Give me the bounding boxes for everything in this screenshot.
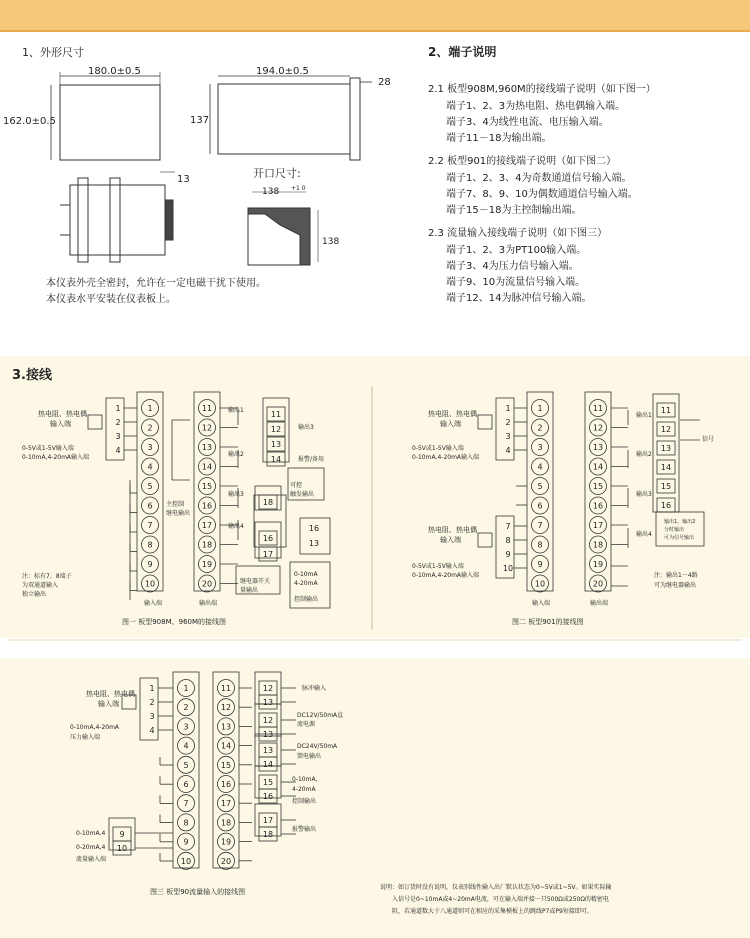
s23-line: 端子1、2、3为PT100输入端。 xyxy=(446,245,587,256)
terminal-number: 16 xyxy=(262,792,274,801)
fig3-note-line: 阻，若通道数大于八通道则可在相应的采集模板上的跳线P7或P9短接即可。 xyxy=(392,908,593,915)
terminal-number: 3 xyxy=(149,712,155,721)
header-bar xyxy=(0,0,750,32)
s23-line: 端子3、4为压力信号输入端。 xyxy=(446,261,579,272)
terminal-number: 17 xyxy=(262,816,274,825)
terminal-number: 10 xyxy=(502,564,514,573)
fig1-note: 独立输出 xyxy=(22,591,47,598)
terminal-number: 18 xyxy=(201,540,213,550)
fig2-input-label: 热电阻、热电偶 xyxy=(428,410,477,418)
terminal-number: 7 xyxy=(147,521,153,530)
terminal-number: 16 xyxy=(592,501,604,511)
fig1-caption: 图一 板型908M、960M的接线图 xyxy=(122,618,227,626)
fig3-out-label: 0-10mA, xyxy=(292,776,318,783)
fig3-pulse-label: 脉冲输入 xyxy=(302,685,327,692)
terminal-number: 7 xyxy=(183,799,189,809)
terminal-number: 12 xyxy=(262,684,274,693)
s21-line: 端子3、4为线性电流、电压输入端。 xyxy=(446,117,609,128)
terminal-number: 5 xyxy=(147,482,153,491)
terminal-number: 13 xyxy=(262,730,274,739)
fig1-input-label: 输入端 xyxy=(50,420,71,428)
fig1-box-label: 控制输出 xyxy=(294,596,319,603)
terminal-number: 16 xyxy=(660,501,672,510)
terminal-number: 15 xyxy=(262,778,274,787)
fig1-out-label: 输出4 xyxy=(228,523,244,530)
terminal-number: 18 xyxy=(262,830,274,839)
terminal-number: 6 xyxy=(147,501,153,511)
terminal-number: 13 xyxy=(262,698,274,707)
dim-side-flange: 28 xyxy=(378,77,391,88)
terminal-number: 13 xyxy=(220,722,232,732)
terminal-number: 4 xyxy=(147,462,153,472)
terminal-number: 11 xyxy=(220,684,232,693)
fig3-flow-label: 0-10mA,4 xyxy=(76,830,106,837)
fig3-out-label: 控制输出 xyxy=(292,798,317,805)
terminal-number: 2 xyxy=(537,423,543,433)
fig3-out-label: 4-20mA xyxy=(292,786,316,793)
dim-clamp: 13 xyxy=(177,174,190,185)
terminal-number: 3 xyxy=(115,432,121,441)
section1-title: 1、外形尺寸 xyxy=(22,46,84,59)
terminal-number: 13 xyxy=(308,539,320,548)
fig3-input-label: 输入端 xyxy=(98,700,119,708)
fig3-note-line: 说明：如订货时没有说明，仪表别线性输入出厂默认状态为0~5V或1~5V。如果实际输 xyxy=(380,884,612,891)
terminal-number: 3 xyxy=(505,432,511,441)
fig2-col-out: 输出端 xyxy=(590,600,609,607)
dim-side-height: 137 xyxy=(190,115,210,126)
fig1-main-label: 继电输出 xyxy=(166,510,191,517)
fig2-linear-label: 0-10mA,4-20mA输入端 xyxy=(412,572,480,579)
terminal-number: 9 xyxy=(147,560,153,569)
terminal-number: 12 xyxy=(270,425,282,434)
terminal-number: 7 xyxy=(505,522,511,531)
terminal-number: 10 xyxy=(116,844,128,853)
terminal-number: 17 xyxy=(262,550,274,559)
terminal-number: 4 xyxy=(183,741,189,751)
fig2-box-label: 可为信号输出 xyxy=(664,535,695,541)
terminal-number: 20 xyxy=(220,856,232,866)
terminal-number: 11 xyxy=(592,404,604,413)
fig2-box-label: 分时输出 xyxy=(664,527,685,533)
fig2-input-label: 输入端 xyxy=(440,420,461,428)
fig1-out-label: 输出1 xyxy=(228,407,244,414)
fig1-linear-label: 0-5V或1-5V输入端 xyxy=(22,445,74,452)
s21-heading: 2.1 板型908M,960M的接线端子说明（如下图一） xyxy=(428,84,656,95)
terminal-number: 17 xyxy=(201,521,213,530)
terminal-number: 19 xyxy=(201,560,213,569)
cutout-width: 138 xyxy=(262,187,280,197)
fig2-box-label: 输出1、输出2 xyxy=(664,519,696,525)
terminal-number: 13 xyxy=(660,444,672,453)
terminal-number: 16 xyxy=(308,524,320,533)
fig1-col-out: 输出端 xyxy=(199,600,218,607)
note-mount: 本仪表水平安装在仪表板上。 xyxy=(46,294,176,305)
terminal-number: 4 xyxy=(537,462,543,472)
fig1-col-in: 输入端 xyxy=(144,600,163,607)
terminal-number: 2 xyxy=(149,698,155,707)
fig1-note: 注：标有7、8端子 xyxy=(22,573,72,580)
fig1-box-label: 可控 xyxy=(290,482,303,489)
terminal-number: 10 xyxy=(180,856,192,866)
terminal-number: 18 xyxy=(220,818,232,828)
terminal-number: 15 xyxy=(201,482,213,491)
terminal-number: 4 xyxy=(115,446,121,455)
terminal-number: 2 xyxy=(183,703,189,713)
fig2-out-label: 输出3 xyxy=(636,491,652,498)
terminal-number: 8 xyxy=(183,818,189,828)
fig1-linear-label: 0-10mA,4-20mA输入端 xyxy=(22,454,90,461)
s21-line: 端子1、2、3为热电阻、热电偶输入端。 xyxy=(446,101,626,112)
terminal-number: 16 xyxy=(262,534,274,543)
fig1-alarm-label: 输出3 xyxy=(298,424,314,431)
section3-title: 3.接线 xyxy=(12,368,52,383)
terminal-number: 15 xyxy=(660,482,672,491)
terminal-number: 8 xyxy=(147,540,153,550)
terminal-number: 5 xyxy=(537,482,543,491)
fig3-press-label: 压力输入端 xyxy=(70,734,101,741)
terminal-number: 2 xyxy=(505,418,511,427)
terminal-number: 13 xyxy=(262,746,274,755)
terminal-number: 18 xyxy=(592,540,604,550)
terminal-number: 3 xyxy=(537,443,543,452)
terminal-number: 12 xyxy=(201,423,213,433)
terminal-number: 8 xyxy=(537,540,543,550)
terminal-number: 15 xyxy=(220,760,232,770)
fig1-box-label: 4-20mA xyxy=(294,580,318,587)
fig3-dc-label: 流电源 xyxy=(297,721,316,728)
dim-front-height: 162.0±0.5 xyxy=(3,116,56,127)
fig2-linear-label: 0-5V或1-5V输入端 xyxy=(412,563,464,570)
section2-title: 2、端子说明 xyxy=(428,45,497,59)
terminal-number: 19 xyxy=(592,560,604,569)
terminal-number: 12 xyxy=(220,703,232,713)
terminal-number: 14 xyxy=(220,741,232,751)
fig1-box-label: 量输出 xyxy=(240,587,259,594)
fig2-out-label: 输出4 xyxy=(636,531,652,538)
cutout-height: 138 xyxy=(322,237,340,247)
terminal-number: 3 xyxy=(183,722,189,732)
terminal-number: 1 xyxy=(115,404,121,413)
s23-line: 端子9、10为流量信号输入端。 xyxy=(446,277,586,288)
s23-line: 端子12、14为脉冲信号输入端。 xyxy=(446,293,592,304)
fig3-press-label: 0-10mA,4-20mA xyxy=(70,724,120,731)
fig2-input-label: 输入端 xyxy=(440,536,461,544)
terminal-number: 10 xyxy=(534,579,546,589)
terminal-number: 18 xyxy=(262,498,274,507)
fig3-flow-label: 0-20mA,4 xyxy=(76,844,106,851)
terminal-number: 14 xyxy=(592,462,604,472)
terminal-number: 17 xyxy=(592,521,604,530)
terminal-number: 4 xyxy=(149,726,155,735)
terminal-number: 15 xyxy=(592,482,604,491)
terminal-number: 16 xyxy=(201,501,213,511)
s22-line: 端子1、2、3、4为奇数通道信号输入端。 xyxy=(446,173,632,184)
s22-line: 端子7、8、9、10为偶数通道信号输入端。 xyxy=(446,189,638,200)
fig3-dc-label: DC24V/50mA xyxy=(297,743,338,750)
fig2-out-label: 输出1 xyxy=(636,412,652,419)
terminal-number: 17 xyxy=(220,799,232,809)
terminal-number: 14 xyxy=(201,462,213,472)
terminal-number: 6 xyxy=(537,501,543,511)
s21-line: 端子11－18为输出端。 xyxy=(446,133,552,144)
terminal-number: 7 xyxy=(537,521,543,530)
fig1-input-label: 热电阻、热电偶 xyxy=(38,410,87,418)
cutout-tolerance: +1 0 xyxy=(291,185,306,192)
terminal-number: 2 xyxy=(115,418,121,427)
note-sealed: 本仪表外壳全密封，允许在一定电磁干扰下使用。 xyxy=(46,278,266,289)
fig2-out-label: 输出2 xyxy=(636,451,652,458)
terminal-number: 4 xyxy=(505,446,511,455)
fig1-out-label: 输出3 xyxy=(228,491,244,498)
terminal-number: 19 xyxy=(220,837,232,847)
fig3-alarm-label: 报警输出 xyxy=(292,826,317,833)
fig1-note: 为双通道输入 xyxy=(22,582,59,589)
terminal-number: 13 xyxy=(201,443,213,452)
terminal-number: 11 xyxy=(201,404,213,413)
terminal-number: 20 xyxy=(201,579,213,589)
fig2-signal-label: 信号 xyxy=(702,436,715,443)
fig3-flow-label: 流量输入端 xyxy=(76,856,107,863)
terminal-number: 20 xyxy=(592,579,604,589)
s23-heading: 2.3 流量输入接线端子说明（如下图三） xyxy=(428,228,608,239)
fig1-main-label: 主控制 xyxy=(166,501,185,508)
terminal-number: 9 xyxy=(183,837,189,847)
s22-heading: 2.2 板型901的接线端子说明（如下图二） xyxy=(428,156,617,167)
terminal-number: 10 xyxy=(144,579,156,589)
fig2-note: 可为继电器输出 xyxy=(654,582,697,589)
fig3-dc-label: 馈电输出 xyxy=(297,753,322,760)
terminal-number: 9 xyxy=(537,560,543,569)
terminal-number: 13 xyxy=(592,443,604,452)
terminal-number: 5 xyxy=(183,760,189,770)
terminal-number: 12 xyxy=(592,423,604,433)
fig1-box-label: 0-10mA xyxy=(294,571,318,578)
terminal-number: 6 xyxy=(183,780,189,789)
fig1-out-label: 输出2 xyxy=(228,451,244,458)
terminal-number: 8 xyxy=(505,536,511,545)
terminal-number: 9 xyxy=(119,830,125,839)
terminal-number: 1 xyxy=(505,404,511,413)
terminal-number: 14 xyxy=(270,455,282,464)
terminal-number: 9 xyxy=(505,550,511,559)
terminal-number: 2 xyxy=(147,423,153,433)
fig1-alarm-label: 报警/备用 xyxy=(298,456,325,463)
fig2-input-label: 热电阻、热电偶 xyxy=(428,526,477,534)
fig3-dc-label: DC12V/50mA直 xyxy=(297,712,344,719)
fig2-caption: 图二 板型901的接线图 xyxy=(512,618,584,626)
terminal-number: 11 xyxy=(660,406,672,415)
dim-side-depth: 194.0±0.5 xyxy=(256,66,309,77)
fig3-caption: 图三 板型90流量输入的接线图 xyxy=(150,888,246,896)
fig2-note: 注：输出1－4路 xyxy=(654,572,698,579)
terminal-number: 1 xyxy=(183,684,189,693)
fig3-note-line: 入信号是0~10mA或4~20mA电流，可在输入端并接一只500Ω或250Ω的精密电 xyxy=(392,896,609,903)
dim-front-width: 180.0±0.5 xyxy=(88,66,141,77)
s22-line: 端子15－18为主控制输出端。 xyxy=(446,205,582,216)
terminal-number: 12 xyxy=(660,425,672,434)
terminal-number: 14 xyxy=(660,463,672,472)
terminal-number: 11 xyxy=(270,410,282,419)
terminal-number: 3 xyxy=(147,443,153,452)
terminal-number: 1 xyxy=(147,404,153,413)
fig1-box-label: 继电器开关 xyxy=(240,578,271,585)
cutout-title: 开口尺寸: xyxy=(253,167,301,180)
terminal-number: 1 xyxy=(149,684,155,693)
terminal-number: 1 xyxy=(537,404,543,413)
terminal-number: 13 xyxy=(270,440,282,449)
fig2-linear-label: 0-10mA,4-20mA输入端 xyxy=(412,454,480,461)
fig2-col-in: 输入端 xyxy=(532,600,551,607)
terminal-number: 12 xyxy=(262,716,274,725)
fig2-linear-label: 0-5V或1-5V输入端 xyxy=(412,445,464,452)
terminal-number: 16 xyxy=(220,780,232,789)
fig3-input-label: 热电阻、热电偶 xyxy=(86,690,135,698)
fig1-box-label: 触发输出 xyxy=(290,491,315,498)
terminal-number: 14 xyxy=(262,760,274,769)
